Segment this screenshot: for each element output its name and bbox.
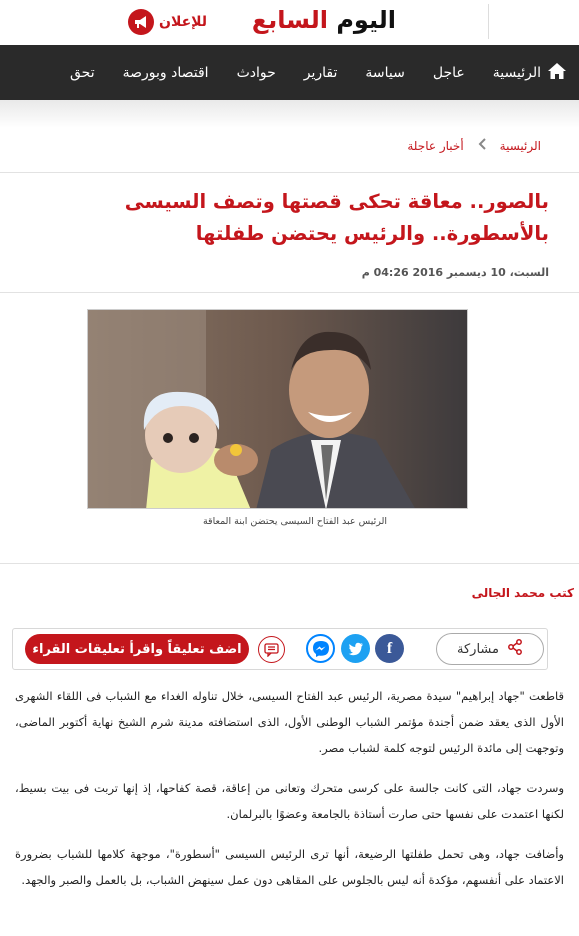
chevron-left-icon xyxy=(478,138,486,154)
logo-text-red: السابع xyxy=(251,6,328,34)
breadcrumb-home[interactable]: الرئيسية xyxy=(499,139,541,153)
article-image[interactable] xyxy=(87,309,468,509)
article-paragraph: وسردت جهاد، التى كانت جالسة على كرسى متحرك وتعانى من إعاقة، قصة كفاحها، إذ إنها تربت فى بيت بسيط، لكنها اعتمدت على نفسها حتى صارت أستاذة بالجامعة وعضوًا بالبرلمان. xyxy=(15,781,564,821)
divider xyxy=(0,172,579,173)
nav-item-home[interactable] xyxy=(479,45,567,100)
nav-shadow xyxy=(0,100,579,128)
article-paragraph: وأضافت جهاد، وهى تحمل طفلتها الرضيعة، أنها ترى الرئيس السيسى "أسطورة"، موجهة كلامها للشباب بضرورة الاعتماد على أنفسهم، مؤكدة أنه ليس بالجلوس على المقاهى دون عمل سينهض الشباب، بل بالعمل والصبر والجهد. xyxy=(15,847,564,887)
share-icon xyxy=(507,639,523,659)
article-body xyxy=(15,683,564,907)
share-button[interactable] xyxy=(436,633,544,665)
article-date: السبت، 10 ديسمبر 2016 04:26 م xyxy=(361,266,549,279)
messenger-icon[interactable] xyxy=(306,634,335,663)
divider xyxy=(0,563,579,564)
logo-text-black: اليوم xyxy=(336,6,396,34)
image-caption: الرئيس عبد الفتاح السيسى يحتضن ابنة المعاقة xyxy=(202,516,387,527)
nav-item-reports[interactable]: تقارير xyxy=(303,64,338,81)
nav-item-accidents[interactable]: حوادث xyxy=(236,64,276,81)
ads-link[interactable] xyxy=(128,9,207,35)
main-nav xyxy=(0,45,579,100)
site-header xyxy=(0,0,579,45)
comment-icon[interactable] xyxy=(258,636,285,663)
share-label: مشاركة xyxy=(457,641,499,657)
nav-item-politics[interactable]: سياسة xyxy=(365,64,405,81)
share-bar xyxy=(12,628,548,670)
home-icon xyxy=(547,62,567,84)
nav-item-economy[interactable]: اقتصاد وبورصة xyxy=(122,64,209,81)
site-logo[interactable] xyxy=(252,6,396,34)
header-separator xyxy=(488,4,489,39)
nav-item-investigations[interactable]: تحق xyxy=(70,64,95,81)
article-title: بالصور.. معاقة تحكى قصتها وتصف السيسى بالأسطورة.. والرئيس يحتضن طفلتها xyxy=(124,190,549,245)
ads-label: للإعلان xyxy=(159,14,208,30)
add-comment-button[interactable]: اضف تعليقاً واقرأ تعليقات القراء xyxy=(25,634,249,664)
nav-item-urgent[interactable]: عاجل xyxy=(432,64,465,81)
divider xyxy=(0,292,579,293)
article-paragraph: قاطعت "جهاد إبراهيم" سيدة مصرية، الرئيس عبد الفتاح السيسى، خلال تناوله الغداء مع الشباب فى اللقاء الشهرى الأول الذى يعقد ضمن أجندة مؤتمر الشباب الوطنى الأول، الذى استضافته مدينة شرم الشيخ نهاية أكتوبر الماضى، وتوجهت إلى مائدة الرئيس لتوجه كلمة لشباب مصر. xyxy=(15,689,564,755)
nav-item-label: الرئيسية xyxy=(492,64,541,81)
facebook-icon[interactable]: f xyxy=(375,634,404,663)
article-author[interactable]: كتب محمد الجالى xyxy=(471,586,574,600)
megaphone-icon xyxy=(128,9,154,35)
twitter-icon[interactable] xyxy=(341,634,370,663)
breadcrumb-section[interactable]: أخبار عاجلة xyxy=(407,139,464,153)
breadcrumb xyxy=(407,138,541,154)
